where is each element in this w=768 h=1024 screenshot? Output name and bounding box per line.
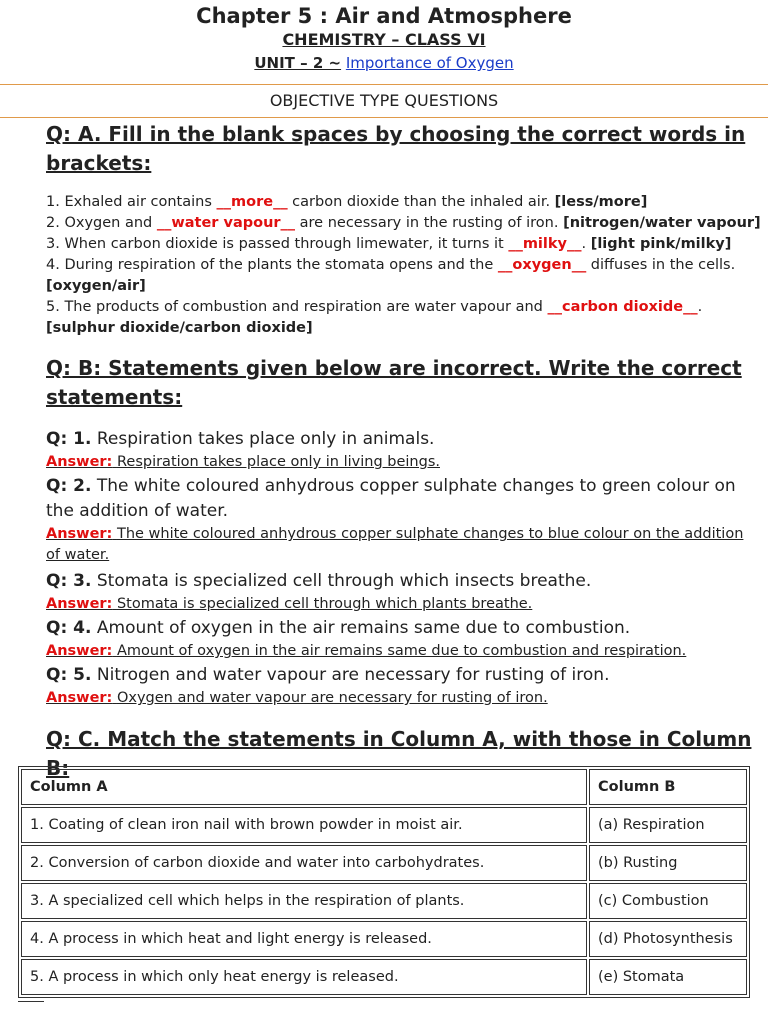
answer-blank: __milky__ — [508, 236, 582, 252]
table-row — [21, 807, 747, 843]
qa-item — [46, 427, 758, 473]
table-row — [21, 959, 747, 995]
column-a-header: Column A — [21, 769, 587, 805]
header-divider-bottom — [0, 117, 768, 118]
unit-line — [0, 53, 768, 73]
column-a-cell: 3. A specialized cell which helps in the respiration of plants. — [21, 883, 587, 919]
column-b-header: Column B — [589, 769, 747, 805]
answer: Answer: The white coloured anhydrous copper sulphate changes to blue colour on the addition of water. — [46, 526, 744, 563]
list-item: 4. During respiration of the plants the stomata opens and the __oxygen__ diffuses in the cells. [oxygen/air] — [46, 257, 736, 294]
unit-topic-link[interactable]: Importance of Oxygen — [345, 54, 514, 72]
answer-blank: __water vapour__ — [156, 215, 296, 231]
options: [nitrogen/water vapour] — [563, 215, 761, 231]
section-b-heading: Q: B: Statements given below are incorrect. Write the correct statements: — [46, 356, 742, 409]
qa-item — [46, 569, 758, 615]
column-a-cell: 4. A process in which heat and light energy is released. — [21, 921, 587, 957]
answer: Answer: Respiration takes place only in living beings. — [46, 454, 440, 470]
table-row — [21, 845, 747, 881]
list-item: 5. The products of combustion and respiration are water vapour and __carbon dioxide__. [sulphur dioxide/carbon dioxide] — [46, 299, 703, 336]
list-item: 2. Oxygen and __water vapour__ are necessary in the rusting of iron. [nitrogen/water vapour] — [46, 215, 761, 231]
question: Q: 2. The white coloured anhydrous copper sulphate changes to green colour on the addition of water. — [46, 476, 736, 521]
answer: Answer: Stomata is specialized cell through which plants breathe. — [46, 596, 533, 612]
answer-blank: __oxygen__ — [497, 257, 587, 273]
options: [less/more] — [554, 194, 648, 210]
column-a-cell: 5. A process in which only heat energy is released. — [21, 959, 587, 995]
section-title: OBJECTIVE TYPE QUESTIONS — [269, 91, 499, 110]
column-b-cell: (e) Stomata — [589, 959, 747, 995]
question: Q: 1. Respiration takes place only in animals. — [46, 429, 435, 449]
chapter-title: Chapter 5 : Air and Atmosphere — [196, 4, 572, 28]
header-divider-top — [0, 84, 768, 85]
answer: Answer: Oxygen and water vapour are necessary for rusting of iron. — [46, 690, 548, 706]
column-a-cell: 2. Conversion of carbon dioxide and water into carbohydrates. — [21, 845, 587, 881]
fill-blanks-list — [46, 192, 761, 339]
qa-item — [46, 663, 758, 709]
options: [oxygen/air] — [46, 278, 146, 294]
table-header-row — [21, 769, 747, 805]
table-corner-mark — [18, 1001, 44, 1002]
match-table — [18, 766, 750, 998]
list-item: 3. When carbon dioxide is passed through limewater, it turns it __milky__. [light pink/milky] — [46, 236, 732, 252]
qa-item — [46, 474, 758, 566]
options: [light pink/milky] — [590, 236, 732, 252]
answer-blank: __carbon dioxide__ — [547, 299, 698, 315]
column-b-cell: (b) Rusting — [589, 845, 747, 881]
table-row — [21, 921, 747, 957]
section-c-heading: Q: C. Match the statements in Column A, with those in Column B: — [46, 727, 752, 780]
column-b-cell: (c) Combustion — [589, 883, 747, 919]
list-item: 1. Exhaled air contains __more__ carbon dioxide than the inhaled air. [less/more] — [46, 194, 648, 210]
question: Q: 5. Nitrogen and water vapour are necessary for rusting of iron. — [46, 665, 610, 685]
column-b-cell: (a) Respiration — [589, 807, 747, 843]
unit-prefix: UNIT – 2 ~ — [254, 54, 342, 72]
column-a-cell: 1. Coating of clean iron nail with brown powder in moist air. — [21, 807, 587, 843]
section-a-heading: Q: A. Fill in the blank spaces by choosing the correct words in brackets: — [46, 122, 746, 175]
column-b-cell: (d) Photosynthesis — [589, 921, 747, 957]
answer-blank: __more__ — [216, 194, 288, 210]
qa-item — [46, 616, 758, 662]
answer: Answer: Amount of oxygen in the air remains same due to combustion and respiration. — [46, 643, 687, 659]
table-row — [21, 883, 747, 919]
question: Q: 4. Amount of oxygen in the air remains same due to combustion. — [46, 618, 631, 638]
question: Q: 3. Stomata is specialized cell through which insects breathe. — [46, 571, 592, 591]
options: [sulphur dioxide/carbon dioxide] — [46, 320, 313, 336]
subject-line: CHEMISTRY – CLASS VI — [282, 30, 486, 49]
